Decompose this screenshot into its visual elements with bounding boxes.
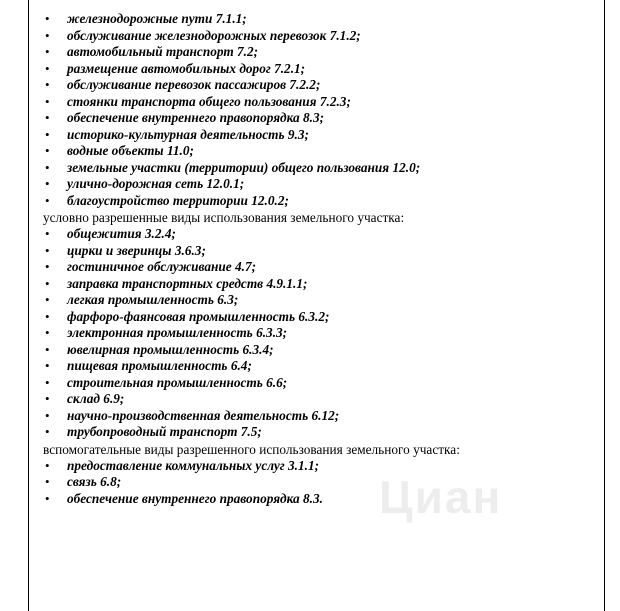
list-item <box>43 77 593 94</box>
list-item <box>43 458 593 475</box>
document-content <box>43 11 593 507</box>
list-item-text: ювелирная промышленность 6.3.4; <box>67 341 274 357</box>
list-item <box>43 176 593 193</box>
list-item-text: строительная промышленность 6.6; <box>67 374 288 390</box>
list-item <box>43 408 593 425</box>
bullet-icon: • <box>45 490 50 506</box>
bullet-icon: • <box>45 275 50 291</box>
list-item <box>43 193 593 210</box>
bullet-icon: • <box>45 110 50 125</box>
list-item <box>43 309 593 326</box>
bullet-icon: • <box>45 474 50 489</box>
list-item <box>43 110 593 127</box>
bullet-icon: • <box>45 126 50 142</box>
list-item-text: гостиничное обслуживание 4.7; <box>67 259 257 274</box>
list-item-text: обеспечение внутреннего правопорядка 8.3. <box>67 490 323 506</box>
bullet-icon: • <box>45 424 50 439</box>
bullet-icon: • <box>45 391 50 406</box>
list-item <box>43 424 593 441</box>
list-item-text: научно-производственная деятельность 6.12; <box>67 407 340 423</box>
bullet-icon: • <box>45 325 50 340</box>
list-item <box>43 127 593 144</box>
bullet-icon: • <box>45 226 50 241</box>
bullet-icon: • <box>45 457 50 473</box>
list-item-text: железнодорожные пути 7.1.1; <box>67 11 247 26</box>
list-item <box>43 474 593 491</box>
list-item <box>43 94 593 111</box>
list-item <box>43 160 593 177</box>
list-item <box>43 243 593 260</box>
list-item-text: земельные участки (территории) общего пользования 12.0; <box>67 159 421 175</box>
conditional-uses-list <box>43 226 593 441</box>
list-item <box>43 391 593 408</box>
list-item-text: размещение автомобильных дорог 7.2.1; <box>67 60 306 76</box>
list-item <box>43 325 593 342</box>
list-item <box>43 143 593 160</box>
list-item <box>43 226 593 243</box>
document-page <box>28 0 605 611</box>
list-item-text: связь 6.8; <box>67 474 122 489</box>
bullet-icon: • <box>45 159 50 175</box>
list-item-text: легкая промышленность 6.3; <box>67 292 239 307</box>
bullet-icon: • <box>45 192 50 208</box>
list-item-text: обеспечение внутреннего правопорядка 8.3; <box>67 110 325 125</box>
list-item-text: цирки и зверинцы 3.6.3; <box>67 242 206 258</box>
list-item <box>43 342 593 359</box>
list-item-text: улично-дорожная сеть 12.0.1; <box>67 176 245 191</box>
bullet-icon: • <box>45 77 50 92</box>
permitted-uses-list <box>43 11 593 209</box>
bullet-icon: • <box>45 11 50 26</box>
bullet-icon: • <box>45 308 50 324</box>
list-item-text: фарфоро-фаянсовая промышленность 6.3.2; <box>67 308 330 324</box>
list-item-text: трубопроводный транспорт 7.5; <box>67 424 262 439</box>
list-item <box>43 44 593 61</box>
list-item-text: предоставление коммунальных услуг 3.1.1; <box>67 457 320 473</box>
list-item-text: обслуживание перевозок пассажиров 7.2.2; <box>67 77 321 92</box>
list-item-text: автомобильный транспорт 7.2; <box>67 44 259 59</box>
auxiliary-uses-list <box>43 458 593 508</box>
bullet-icon: • <box>45 407 50 423</box>
bullet-icon: • <box>45 341 50 357</box>
bullet-icon: • <box>45 143 50 158</box>
conditional-uses-heading: условно разрешенные виды использования земельного участка: <box>43 210 405 225</box>
bullet-icon: • <box>45 44 50 59</box>
bullet-icon: • <box>45 242 50 258</box>
bullet-icon: • <box>45 93 50 109</box>
list-item <box>43 491 593 508</box>
list-item-text: склад 6.9; <box>67 391 125 406</box>
list-item <box>43 292 593 309</box>
bullet-icon: • <box>45 292 50 307</box>
list-item <box>43 28 593 45</box>
list-item-text: обслуживание железнодорожных перевозок 7.1.2; <box>67 27 361 43</box>
list-item-text: заправка транспортных средств 4.9.1.1; <box>67 275 308 291</box>
list-item-text: благоустройство территории 12.0.2; <box>67 192 289 208</box>
list-item-text: историко-культурная деятельность 9.3; <box>67 126 309 142</box>
bullet-icon: • <box>45 176 50 191</box>
list-item-text: электронная промышленность 6.3.3; <box>67 325 288 340</box>
bullet-icon: • <box>45 374 50 390</box>
cian-watermark: Циан <box>379 471 503 523</box>
list-item-text: водные объекты 11.0; <box>67 143 194 158</box>
list-item <box>43 61 593 78</box>
bullet-icon: • <box>45 60 50 76</box>
list-item <box>43 11 593 28</box>
auxiliary-uses-heading: вспомогательные виды разрешенного использования земельного участка: <box>43 441 460 457</box>
list-item <box>43 358 593 375</box>
list-item <box>43 276 593 293</box>
bullet-icon: • <box>45 27 50 43</box>
list-item-text: общежития 3.2.4; <box>67 226 176 241</box>
list-item <box>43 375 593 392</box>
bullet-icon: • <box>45 259 50 274</box>
bullet-icon: • <box>45 358 50 373</box>
list-item-text: стоянки транспорта общего пользования 7.2.3; <box>67 93 351 109</box>
list-item <box>43 259 593 276</box>
list-item-text: пищевая промышленность 6.4; <box>67 358 252 373</box>
